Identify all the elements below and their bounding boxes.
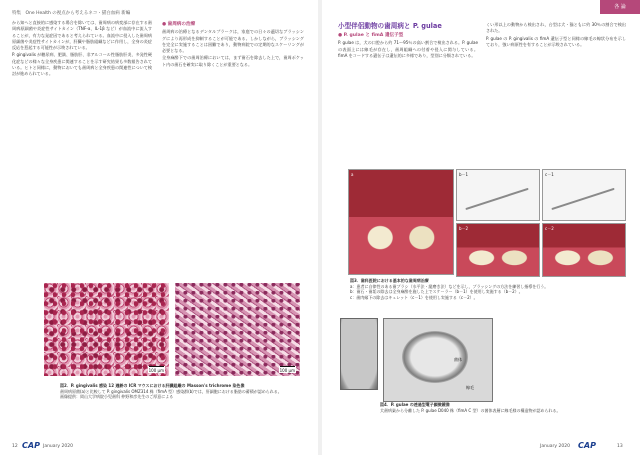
figure-3-line: a：患者に自律性のある歯ブラシ（水平法・縦磨き法）などを示し，ブラッシングの方法を練習し指導を行う。 <box>350 283 549 289</box>
cap-logo-right: CAP <box>578 441 596 450</box>
page-number-right: 13 <box>617 444 623 449</box>
figure-4-title: 図4．P. gulae の透過型電子顕微鏡像 <box>380 402 450 407</box>
running-head: 特集 One Health の視点から考えるネコ・猫白血病 新編 <box>12 11 131 16</box>
figure-4-micrograph <box>383 318 493 402</box>
micrograph-b <box>175 283 300 376</box>
photo-c1 <box>542 169 626 221</box>
figure-4-micrograph-small <box>340 318 378 390</box>
left-page <box>0 0 318 455</box>
micrograph-a <box>44 283 169 376</box>
cap-logo: CAP <box>22 441 40 450</box>
figure-2-caption <box>60 383 308 400</box>
paragraph: P. gulae の P. gingivalis の fimA 遺伝子型と同様の線毛の線状分布を示しており，強い病原性を有することが示唆されている。 <box>486 35 626 47</box>
photo-label: b－2 <box>459 226 469 231</box>
subheading-fima: ● P. gulae と fimA 遺伝子型 <box>338 33 404 38</box>
paragraph: くい形以上の動物から検出され，台型は犬・猫ともに約 30％の割合で検出された。 <box>486 22 626 34</box>
page-number-left: 12 <box>12 444 18 449</box>
label-fimbriae: 線毛 <box>466 385 474 390</box>
photo-b2 <box>456 223 540 277</box>
figure-3-title: 図3．歯科医院における基本的な歯周病治療 <box>350 278 429 283</box>
text-column-1 <box>12 20 152 275</box>
text-column-4 <box>486 22 626 162</box>
paragraph: 歯周病の治療となるデンタルプラークは，家庭での日々の適切なブラッシングにより再形成を抑制することが可能である。しかしながら，ブラッシングを完全に実施することは困難であり，動物病院での定期的なスケーリングが必要となる。 <box>162 29 304 54</box>
figure-2 <box>44 283 304 381</box>
paragraph: 全身麻酔下での歯周治療においては，まず歯石を除去した上で，歯周ポケット内の歯石を確実に取り除くことが重要となる。 <box>162 55 304 67</box>
issue-date-right: January 2020 <box>540 444 570 449</box>
figure-4-caption <box>380 402 620 413</box>
photo-label: b－1 <box>459 172 469 177</box>
section-heading-treatment: ● 歯周病の治療 <box>162 22 196 27</box>
figure-2-source: 画像提供：岡山大学病院小児歯科 仲野和彦先生のご厚意による <box>60 394 174 399</box>
figure-3-photos <box>348 169 624 275</box>
paragraph: P. gulae は，犬の口腔から約 71〜95％の高い割合で検出される。P. gulae の表面上には線毛が存在し，歯周組織への付着や侵入に関与している。fimA をコードする遺伝子は遺伝的に多様であり，型別に分類されている。 <box>338 40 478 58</box>
photo-label: c－2 <box>545 226 554 231</box>
figure-3-line: b：歯石・歯垢の除去は全身麻酔を施した上でスケーラー（b－1）を使用し実施する（b－2）。 <box>350 289 523 294</box>
photo-label: a <box>351 172 354 177</box>
scale-bar: 100 μm <box>148 368 164 373</box>
label-cell: 菌体 <box>454 357 462 362</box>
figure-3-line: c：歯肉縁下の除去はキュレット（c－1）を使用し実施する（c－2）。 <box>350 294 478 300</box>
figure-2-text: 歯周病原菌(a)と比較して P. gingivalis OMZ314 株（fimA 型）感染群(b)では，肝細胞における脂肪の蓄積が認められる。 <box>60 388 282 394</box>
scale-bar: 100 μm <box>279 368 295 373</box>
paragraph: から知へと直接的に感染する場合を除いては、歯周病の病変部に存在する歯周病原細菌や炎症性サイトカイン（TNF-α、IL-1β など）が血流中に流入することが，有力な発症因であると考えられている。血流中に侵入した歯周病原細菌や炎症性サイトカインが，肝臓や脂肪組織などに作用し，全身の炎症反応を惹起する可能性が示唆されている。 <box>12 20 152 51</box>
figure-3-caption <box>350 278 622 300</box>
figure-4-text: 犬歯病巣から分離した P. gulae D040 株（fimA C 型）の菌体表層に線毛様の構造物が認められる。 <box>380 407 561 413</box>
photo-a <box>348 169 454 275</box>
photo-b1 <box>456 169 540 221</box>
text-column-2 <box>162 20 304 275</box>
figure-2-title: 図2．P. gingivalis 感染 12 週齢の ICR マウスにおける肝臓組織の Masson's trichrome 染色像 <box>60 383 245 388</box>
text-column-3 <box>338 22 478 162</box>
article-heading: 小型伴侶動物の歯周病と P. gulae <box>338 22 442 30</box>
photo-c2 <box>542 223 626 277</box>
photo-label: c－1 <box>545 172 554 177</box>
paragraph: P. gingivalis が糖尿病、肥満、脂肪肝、非アルコール性脂肪肝炎、多発性硬化症などの様々な全身疾患に関連することを示す研究結果も多数報告されている。ヒトと同様に，動物においても歯周病と全身疾患の関連性について検討が進められている。 <box>12 52 152 77</box>
section-tab: 各 論 <box>600 0 640 14</box>
issue-date: January 2020 <box>43 444 73 449</box>
